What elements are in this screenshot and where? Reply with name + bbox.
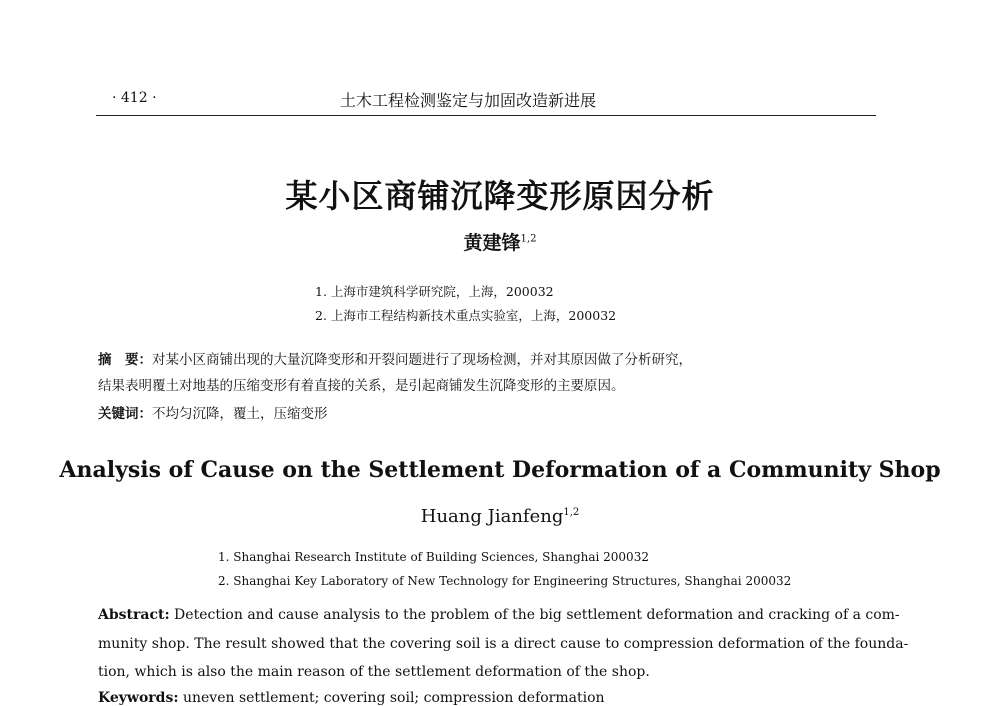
author-chinese-affiliation-marker: 1,2 — [520, 233, 537, 245]
affiliation-chinese-2: 2. 上海市工程结构新技术重点实验室，上海，200032 — [315, 308, 617, 323]
author-chinese — [0, 228, 1000, 255]
keywords-chinese-label: 关键词： — [98, 406, 152, 422]
title-chinese: 某小区商铺沉降变形原因分析 — [285, 177, 715, 215]
affiliation-english-2: 2. Shanghai Key Laboratory of New Technology for Engineering Structures, Shanghai 200032 — [218, 574, 792, 588]
page-number: · 412 · — [112, 90, 157, 106]
running-title: 土木工程检测鉴定与加固改造新进展 — [340, 91, 597, 110]
abstract-english-line-1 — [98, 607, 900, 623]
author-english — [0, 506, 1000, 527]
abstract-chinese-line-1 — [98, 348, 692, 368]
author-english-name: Huang Jianfeng — [420, 506, 564, 527]
abstract-chinese-label: 摘 要： — [98, 352, 152, 368]
author-chinese-name: 黄建锋 — [463, 232, 521, 254]
affiliation-english-1: 1. Shanghai Research Institute of Building Sciences, Shanghai 200032 — [218, 550, 649, 564]
header-rule — [96, 115, 876, 116]
abstract-english-label: Abstract: — [98, 607, 170, 623]
abstract-english-text-1: Detection and cause analysis to the problem of the big settlement deformation and cracking of a com- — [169, 607, 900, 623]
keywords-english-text: uneven settlement; covering soil; compression deformation — [178, 690, 605, 706]
keywords-english — [98, 690, 605, 706]
author-english-affiliation-marker: 1,2 — [563, 507, 580, 518]
abstract-english-line-3: tion, which is also the main reason of the settlement deformation of the shop. — [98, 664, 650, 680]
title-english: Analysis of Cause on the Settlement Deformation of a Community Shop — [59, 457, 941, 483]
keywords-english-label: Keywords: — [98, 690, 179, 706]
affiliation-chinese-1: 1. 上海市建筑科学研究院，上海，200032 — [315, 284, 554, 299]
keywords-chinese-text: 不均匀沉降，覆土，压缩变形 — [152, 406, 328, 422]
abstract-chinese-text-1: 对某小区商铺出现的大量沉降变形和开裂问题进行了现场检测，并对其原因做了分析研究， — [152, 352, 692, 368]
abstract-english-line-2: munity shop. The result showed that the covering soil is a direct cause to compression deformation of the founda- — [98, 636, 909, 652]
keywords-chinese — [98, 402, 328, 422]
abstract-chinese-line-2: 结果表明覆土对地基的压缩变形有着直接的关系，是引起商铺发生沉降变形的主要原因。 — [98, 378, 625, 394]
